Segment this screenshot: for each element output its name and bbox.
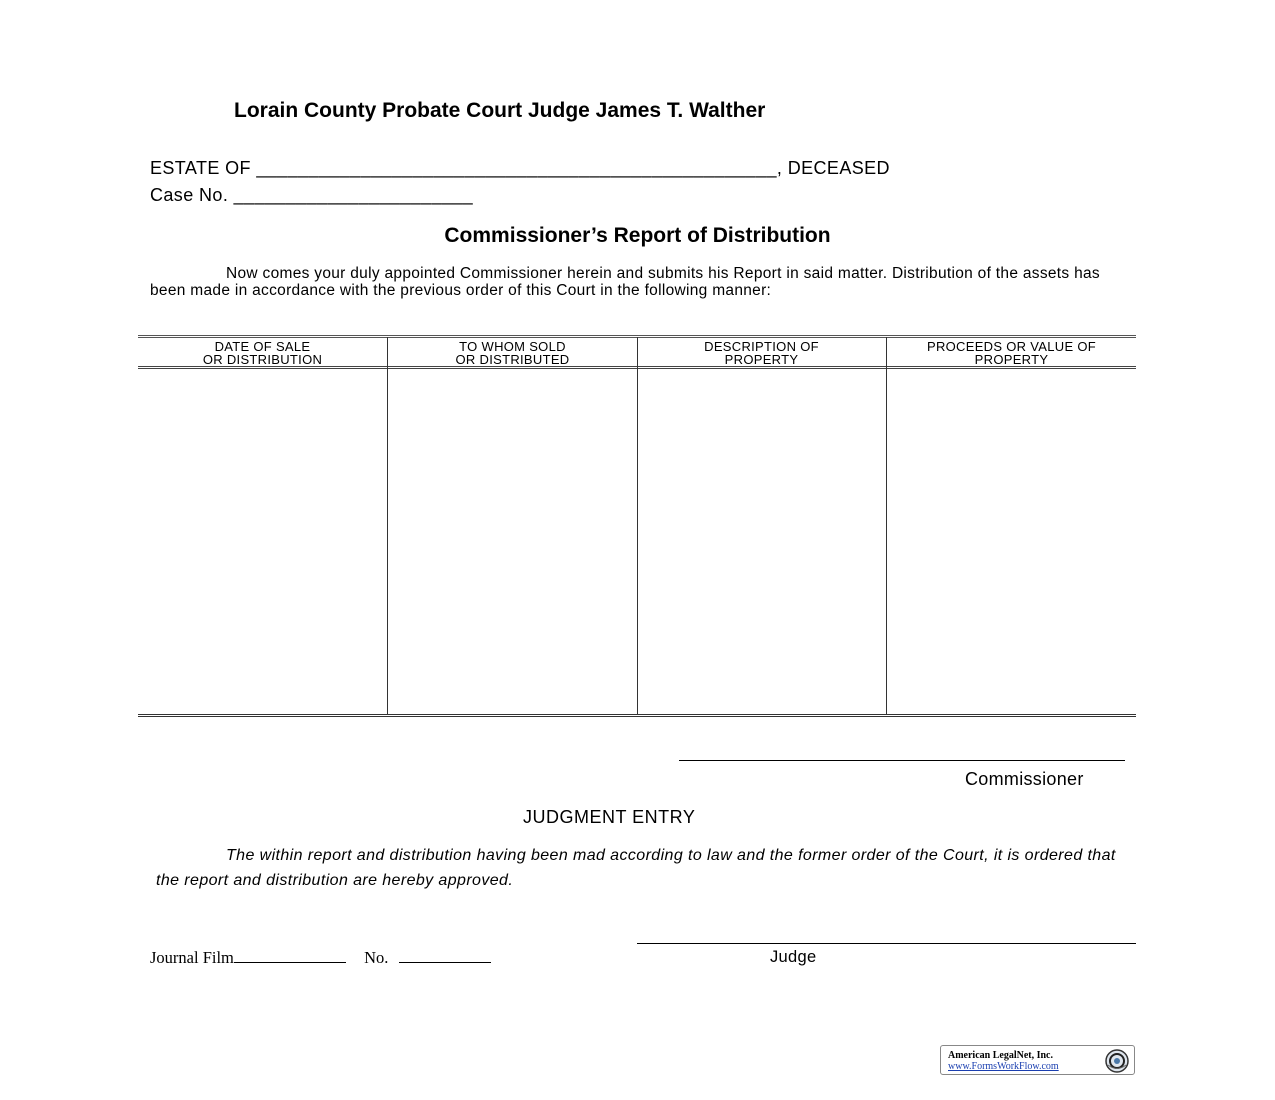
column-header-line: DATE OF SALE bbox=[214, 339, 311, 354]
publisher-badge[interactable] bbox=[940, 1045, 1135, 1075]
column-header-line: DESCRIPTION OF bbox=[704, 339, 819, 354]
report-title bbox=[0, 224, 1275, 248]
publisher-name: American LegalNet, Inc. bbox=[948, 1050, 1053, 1061]
journal-no-blank[interactable] bbox=[399, 948, 491, 963]
report-title-text: Commissioner’s Report of Distribution bbox=[444, 224, 831, 247]
estate-line bbox=[150, 158, 890, 179]
column-divider bbox=[886, 337, 887, 715]
column-header-line: OR DISTRIBUTED bbox=[455, 352, 570, 367]
intro-text: Now comes your duly appointed Commissioner herein and submits his Report in said matter. Distribution of the assets has been made in accordance with the previous order of this Court in the following manner: bbox=[150, 265, 1100, 299]
column-header-line: PROPERTY bbox=[724, 352, 799, 367]
case-line bbox=[150, 185, 473, 206]
column-header-line: TO WHOM SOLD bbox=[459, 339, 566, 354]
commissioner-signature-line[interactable] bbox=[679, 760, 1125, 761]
journal-line bbox=[150, 948, 491, 968]
judge-signature-line[interactable] bbox=[637, 943, 1136, 944]
judgment-paragraph bbox=[156, 844, 1126, 893]
intro-paragraph bbox=[150, 266, 1125, 299]
table-bottom-rule-inner bbox=[138, 716, 1136, 717]
column-divider bbox=[387, 337, 388, 715]
commissioner-label: Commissioner bbox=[965, 769, 1084, 789]
judgment-entry-heading: JUDGMENT ENTRY bbox=[523, 807, 696, 827]
case-label: Case No. bbox=[150, 185, 229, 205]
journal-film-label: Journal Film bbox=[150, 948, 234, 967]
table-top-rule bbox=[138, 335, 1136, 336]
deceased-label: , DECEASED bbox=[776, 158, 890, 178]
column-header-proceeds bbox=[887, 340, 1136, 366]
column-header-line: PROCEEDS OR VALUE OF bbox=[926, 339, 1096, 354]
column-header-line: OR DISTRIBUTION bbox=[202, 352, 323, 367]
column-header-date bbox=[138, 340, 387, 366]
column-header-line: PROPERTY bbox=[974, 352, 1049, 367]
estate-name-blank[interactable]: __________________________________________________ bbox=[256, 158, 777, 178]
column-header-recipient bbox=[388, 340, 637, 366]
globe-logo-icon bbox=[1104, 1048, 1130, 1074]
court-title: Lorain County Probate Court Judge James T. Walther bbox=[234, 99, 766, 122]
distribution-table bbox=[138, 335, 1136, 717]
journal-film-blank[interactable] bbox=[234, 948, 346, 963]
journal-no-label: No. bbox=[364, 948, 389, 967]
column-header-description bbox=[637, 340, 886, 366]
column-divider bbox=[637, 337, 638, 715]
publisher-url[interactable]: www.FormsWorkFlow.com bbox=[948, 1061, 1059, 1072]
judge-label: Judge bbox=[770, 948, 817, 966]
case-number-blank[interactable]: _______________________ bbox=[233, 185, 474, 205]
judgment-text: The within report and distribution having been mad according to law and the former order of the Court, it is ordered that the report and distribution are hereby approved. bbox=[156, 847, 1116, 889]
estate-label: ESTATE OF bbox=[150, 158, 251, 178]
